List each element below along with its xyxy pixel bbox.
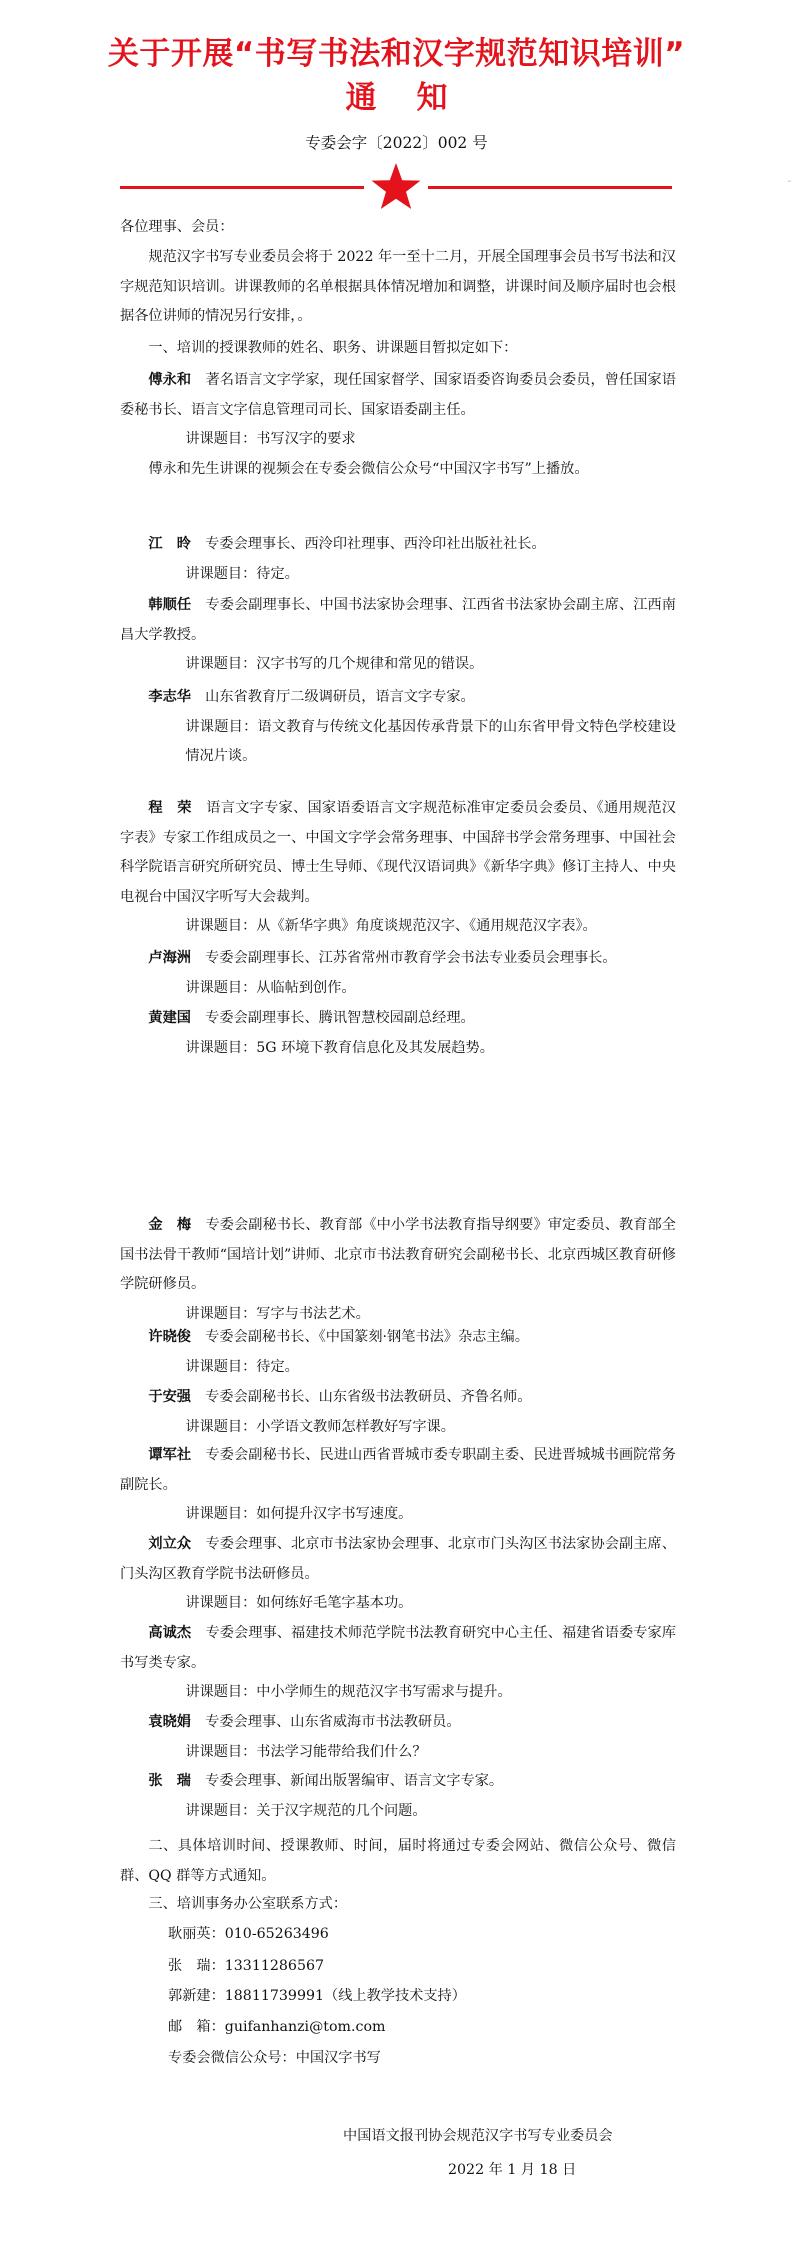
teacher-entry (120, 1323, 676, 1382)
lecture-topic: 讲课题目：小学语文教师怎样教好写字课。 (185, 1418, 455, 1435)
teacher-name: 江 昤 (148, 536, 191, 552)
teacher-entry (120, 1004, 676, 1063)
lecture-topic: 讲课题目：汉字书写的几个规律和常见的错误。 (185, 656, 484, 672)
teacher-bio (120, 1441, 676, 1500)
teacher-description: 专委会副理事长、中国书法家协会理事、江西省书法家协会副主席、江西南昌大学教授。 (120, 597, 676, 643)
lecture-topic: 讲课题目：关于汉字规范的几个问题。 (185, 1802, 427, 1819)
intro-paragraph: 规范汉字书写专业委员会将于 2022 年一至十二月，开展全国理事会员书写书法和汉字规范知识培训。讲课教师的名单根据具体情况增加和调整，讲课时间及顺序届时也会根据各位讲师的情况另行安排，。 (120, 249, 676, 324)
teacher-entry (120, 1619, 676, 1708)
teacher-name: 李志华 (148, 689, 191, 705)
teacher-name: 张 瑞 (148, 1773, 191, 1789)
teacher-bio (120, 530, 676, 560)
teacher-bio (120, 1619, 676, 1678)
teacher-description: 专委会理事长、西泠印社理事、西泠印社出版社社长。 (205, 536, 546, 552)
signature-date: 2022 年 1 月 18 日 (448, 2162, 577, 2178)
teacher-entry (120, 591, 676, 680)
teacher-description: 专委会副理事长、腾讯智慧校园副总经理。 (205, 1010, 475, 1026)
section-1-heading: 一、培训的授课教师的姓名、职务、讲课题目暂拟定如下： (148, 340, 518, 356)
lecture-topic: 讲课题目：从临帖到创作。 (185, 979, 356, 996)
greeting: 各位理事、会员： (120, 219, 234, 235)
teacher-entry (120, 1708, 676, 1767)
document-title: 关于开展“书写书法和汉字规范知识培训” (107, 36, 686, 72)
edge-mark: - (787, 176, 791, 187)
lecture-topic: 讲课题目：语文教育与传统文化基因传承背景下的山东省甲骨文特色学校建设情况片谈。 (185, 718, 676, 764)
teacher-description: 专委会理事、山东省威海市书法教研员。 (205, 1714, 461, 1730)
red-divider-right (428, 186, 672, 189)
lecture-topic: 讲课题目：中小学师生的规范汉字书写需求与提升。 (185, 1684, 512, 1700)
lecture-topic: 讲课题目：写字与书法艺术。 (185, 1305, 370, 1322)
lecture-topic: 讲课题目：如何提升汉字书写速度。 (185, 1506, 413, 1522)
teacher-name: 刘立众 (148, 1536, 192, 1552)
teacher-note: 傅永和先生讲课的视频会在专委会微信公众号“中国汉字书写”上播放。 (148, 460, 589, 477)
teacher-entry (120, 683, 676, 772)
teacher-description: 专委会副理事长、江苏省常州市教育学会书法专业委员会理事长。 (205, 950, 617, 966)
teacher-description: 专委会副秘书长、教育部《中小学书法教育指导纲要》审定委员、教育部全国书法骨干教师“国培计划”讲师、北京市书法教育研究会副秘书长、北京西城区教育研修学院研修员。 (120, 1217, 676, 1292)
contact-item: 郭新建：18811739991（线上教学技术支持） (168, 1988, 466, 2004)
teacher-bio (120, 683, 676, 713)
document-title-notice: 通知 (345, 80, 488, 116)
red-star-icon (370, 162, 422, 210)
teacher-bio (120, 944, 676, 974)
lecture-topic: 讲课题目：从《新华字典》角度谈规范汉字、《通用规范汉字表》。 (185, 918, 597, 934)
teacher-entry (120, 1767, 676, 1826)
teacher-description: 专委会副秘书长、《中国篆刻·钢笔书法》杂志主编。 (205, 1329, 529, 1345)
teacher-entry (120, 1530, 676, 1619)
teacher-name: 许晓俊 (148, 1329, 191, 1345)
lecture-topic: 讲课题目：5G 环境下教育信息化及其发展趋势。 (185, 1039, 494, 1056)
teacher-description: 专委会副秘书长、民进山西省晋城市委专职副主委、民进晋城城书画院常务副院长。 (120, 1447, 676, 1493)
teacher-description: 著名语言文字学家，现任国家督学、国家语委咨询委员会委员，曾任国家语委秘书长、语言文字信息管理司司长、国家语委副主任。 (120, 372, 676, 418)
teacher-name: 于安强 (148, 1389, 191, 1405)
teacher-name: 韩顺任 (148, 597, 192, 613)
teacher-bio (120, 366, 676, 425)
section-2-paragraph: 二、具体培训时间、授课教师、时间，届时将通过专委会网站、微信公众号、微信群、QQ 群等方式通知。 (120, 1838, 676, 1884)
teacher-entry (120, 530, 676, 589)
teacher-bio (120, 1530, 676, 1589)
teacher-entry (120, 794, 676, 942)
teacher-description: 专委会理事、新闻出版署编审、语言文字专家。 (205, 1773, 504, 1789)
teacher-bio (120, 591, 676, 650)
teacher-entry (120, 1441, 676, 1530)
teacher-name: 谭军社 (148, 1447, 192, 1463)
teacher-name: 金 梅 (148, 1217, 192, 1233)
teacher-entry (120, 944, 676, 1003)
teacher-bio (120, 1767, 676, 1797)
teacher-description: 专委会副秘书长、山东省级书法教研员、齐鲁名师。 (205, 1389, 532, 1405)
contact-item: 张 瑞：13311286567 (168, 1958, 325, 1974)
teacher-name: 高诚杰 (148, 1625, 192, 1641)
teacher-name: 程 荣 (148, 800, 192, 816)
teacher-description: 专委会理事、北京市书法家协会理事、北京市门头沟区书法家协会副主席、门头沟区教育学院书法研修员。 (120, 1536, 676, 1582)
lecture-topic: 讲课题目：如何练好毛笔字基本功。 (185, 1595, 413, 1611)
lecture-topic: 讲课题目：书写汉字的要求 (185, 431, 356, 447)
contact-item: 专委会微信公众号：中国汉字书写 (168, 2050, 381, 2066)
document-number: 专委会字〔2022〕002 号 (305, 134, 488, 152)
teacher-description: 专委会理事、福建技术师范学院书法教育研究中心主任、福建省语委专家库书写类专家。 (120, 1625, 676, 1671)
teacher-bio (120, 1323, 676, 1353)
lecture-topic: 讲课题目：书法学习能带给我们什么？ (185, 1743, 427, 1760)
lecture-topic: 讲课题目：待定。 (185, 565, 299, 582)
teacher-name: 袁晓娟 (148, 1714, 191, 1730)
teacher-bio (120, 1708, 676, 1738)
teacher-entry (120, 1211, 676, 1329)
teacher-entry (120, 366, 676, 484)
teacher-name: 傅永和 (148, 372, 192, 388)
red-divider-left (120, 186, 364, 189)
teacher-bio (120, 1211, 676, 1300)
teacher-bio (120, 794, 676, 912)
teacher-name: 黄建国 (148, 1010, 191, 1026)
teacher-bio (120, 1383, 676, 1413)
teacher-description: 山东省教育厅二级调研员，语言文字专家。 (205, 689, 475, 705)
contact-item: 耿丽英：010-65263496 (168, 1926, 329, 1942)
lecture-topic: 讲课题目：待定。 (185, 1358, 299, 1375)
teacher-entry (120, 1383, 676, 1442)
section-3-heading: 三、培训事务办公室联系方式： (148, 1896, 348, 1912)
teacher-name: 卢海洲 (148, 950, 191, 966)
teacher-bio (120, 1004, 676, 1034)
signature-organization: 中国语文报刊协会规范汉字书写专业委员会 (343, 2128, 613, 2144)
contact-item: 邮 箱：guifanhanzi@tom.com (168, 2019, 386, 2035)
teacher-description: 语言文字专家、国家语委语言文字规范标准审定委员会委员、《通用规范汉字表》专家工作组成员之一、中国文字学会常务理事、中国辞书学会常务理事、中国社会科学院语言研究所研究员、博士生导师、《现代汉语词典》《新华字典》修订主持人、中央电视台中国汉字听写大会裁判。 (120, 800, 676, 905)
